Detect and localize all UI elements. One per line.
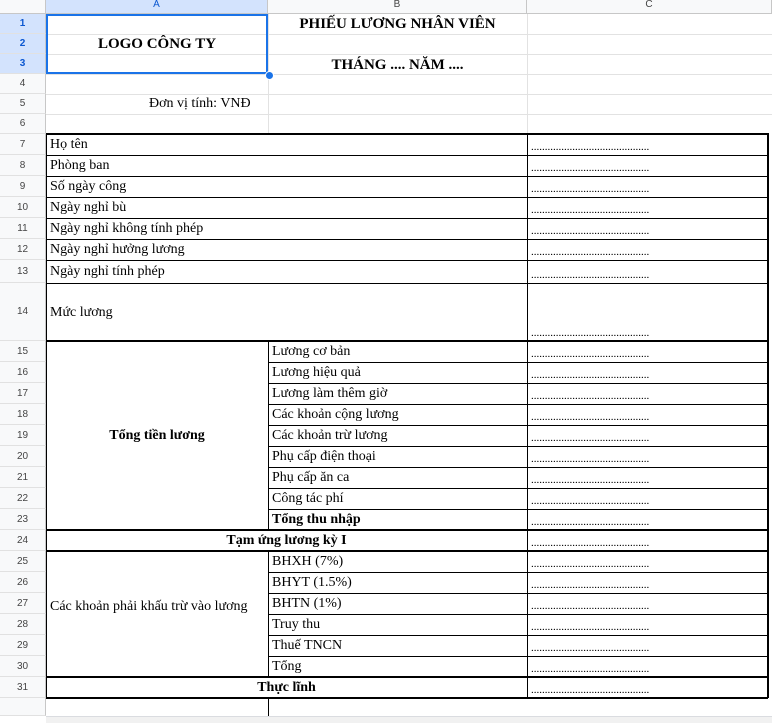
deduction-item-label: BHTN (1%) xyxy=(272,596,342,611)
field-dept-label: Phòng ban xyxy=(50,158,110,173)
column-header-b[interactable]: B xyxy=(268,0,527,14)
row-header[interactable]: 8 xyxy=(0,155,46,176)
row-header[interactable]: 17 xyxy=(0,383,46,404)
row-header[interactable]: 27 xyxy=(0,593,46,614)
total-salary-label: Tổng tiền lương xyxy=(109,428,205,443)
row-border xyxy=(268,404,768,405)
table-border-top xyxy=(46,133,769,135)
row-header[interactable]: 29 xyxy=(0,635,46,656)
field-unpaid-leave-label: Ngày nghỉ không tính phép xyxy=(50,221,204,236)
row-border xyxy=(268,362,768,363)
row-border xyxy=(46,550,768,552)
row-header[interactable]: 10 xyxy=(0,197,46,218)
deduction-item-label: Tổng xyxy=(272,659,302,674)
salary-item-label: Phụ cấp điện thoại xyxy=(272,449,376,464)
row-header[interactable]: 20 xyxy=(0,446,46,467)
column-header-a[interactable]: A xyxy=(46,0,268,14)
row-header[interactable] xyxy=(0,698,46,716)
value-cell-placeholder[interactable]: ........................................... xyxy=(531,246,650,258)
row-border xyxy=(46,283,768,284)
salary-item-label: Phụ cấp ăn ca xyxy=(272,470,350,485)
row-border xyxy=(268,593,768,594)
salary-item-label: Lương làm thêm giờ xyxy=(272,386,388,401)
field-paid-leave-label: Ngày nghỉ hưởng lương xyxy=(50,242,185,257)
value-cell-placeholder[interactable]: ........................................... xyxy=(531,183,650,195)
row-header[interactable]: 19 xyxy=(0,425,46,446)
row-border xyxy=(268,509,768,510)
value-cell-placeholder[interactable]: ........................................... xyxy=(531,495,650,507)
value-cell-placeholder[interactable]: ........................................... xyxy=(531,225,650,237)
row-header[interactable]: 22 xyxy=(0,488,46,509)
value-cell-placeholder[interactable]: ........................................... xyxy=(531,663,650,675)
value-cell-placeholder[interactable]: ........................................... xyxy=(531,348,650,360)
row-header[interactable]: 12 xyxy=(0,239,46,260)
row-border xyxy=(268,572,768,573)
deduction-item-label: Thuế TNCN xyxy=(272,638,343,653)
row-border xyxy=(46,155,768,156)
value-cell-placeholder[interactable]: ........................................... xyxy=(531,579,650,591)
value-cell-placeholder[interactable]: ........................................... xyxy=(531,327,650,339)
row-header[interactable]: 14 xyxy=(0,283,46,341)
row-header[interactable]: 15 xyxy=(0,341,46,362)
row-header[interactable]: 1 xyxy=(0,14,46,34)
row-border xyxy=(268,446,768,447)
value-cell-placeholder[interactable]: ........................................... xyxy=(531,684,650,696)
row-border xyxy=(46,176,768,177)
net-pay-label: Thực lĩnh xyxy=(257,680,316,695)
row-header[interactable]: 31 xyxy=(0,677,46,698)
row-border xyxy=(46,697,768,699)
row-header[interactable]: 18 xyxy=(0,404,46,425)
salary-item-label: Lương cơ bản xyxy=(272,344,351,359)
value-cell-placeholder[interactable]: ........................................... xyxy=(531,204,650,216)
deduction-item-label: BHXH (7%) xyxy=(272,554,344,569)
month-year-label: THÁNG .... NĂM .... xyxy=(331,57,464,73)
row-header[interactable]: 7 xyxy=(0,134,46,155)
salary-item-label: Các khoản trừ lương xyxy=(272,428,388,443)
select-all-corner[interactable] xyxy=(0,0,46,14)
row-header[interactable]: 28 xyxy=(0,614,46,635)
value-cell-placeholder[interactable]: ........................................... xyxy=(531,162,650,174)
value-cell-placeholder[interactable]: ........................................... xyxy=(531,369,650,381)
field-salary-level-label: Mức lương xyxy=(50,305,113,320)
table-divider-b-bottom xyxy=(268,698,269,716)
logo-placeholder: LOGO CÔNG TY xyxy=(97,36,217,52)
page-title: PHIẾU LƯƠNG NHÂN VIÊN xyxy=(299,16,496,32)
row-border xyxy=(268,656,768,657)
field-annual-leave-label: Ngày nghỉ tính phép xyxy=(50,264,165,279)
row-border xyxy=(268,425,768,426)
value-cell-placeholder[interactable]: ........................................... xyxy=(531,600,650,612)
row-header[interactable]: 9 xyxy=(0,176,46,197)
value-cell-placeholder[interactable]: ........................................... xyxy=(531,411,650,423)
row-border xyxy=(46,260,768,261)
row-header[interactable]: 21 xyxy=(0,467,46,488)
salary-item-label: Lương hiệu quả xyxy=(272,365,361,380)
currency-unit-label: Đơn vị tính: VNĐ xyxy=(149,96,251,111)
value-cell-placeholder[interactable]: ........................................... xyxy=(531,621,650,633)
row-header[interactable]: 2 xyxy=(0,34,46,54)
field-workdays-label: Số ngày công xyxy=(50,179,127,194)
row-header[interactable]: 13 xyxy=(0,260,46,283)
value-cell-placeholder[interactable]: ........................................... xyxy=(531,141,650,153)
row-header[interactable]: 5 xyxy=(0,94,46,114)
column-header-c[interactable]: C xyxy=(527,0,772,14)
value-cell-placeholder[interactable]: ........................................... xyxy=(531,453,650,465)
row-border xyxy=(268,488,768,489)
deductions-label: Các khoản phải khấu trừ vào lương xyxy=(50,599,248,614)
row-header[interactable]: 11 xyxy=(0,218,46,239)
salary-item-label: Các khoản cộng lương xyxy=(272,407,399,422)
row-border xyxy=(268,635,768,636)
row-header[interactable]: 25 xyxy=(0,551,46,572)
value-cell-placeholder[interactable]: ........................................... xyxy=(531,558,650,570)
deduction-item-label: Truy thu xyxy=(272,617,321,632)
row-header[interactable]: 6 xyxy=(0,114,46,134)
value-cell-placeholder[interactable]: ........................................... xyxy=(531,474,650,486)
row-header[interactable]: 26 xyxy=(0,572,46,593)
row-border xyxy=(46,340,768,342)
grid-line xyxy=(46,114,772,115)
row-border xyxy=(268,467,768,468)
row-header[interactable]: 30 xyxy=(0,656,46,677)
value-cell-placeholder[interactable]: ........................................... xyxy=(531,269,650,281)
total-income-label: Tổng thu nhập xyxy=(272,512,361,527)
field-name-label: Họ tên xyxy=(50,137,88,152)
salary-item-label: Công tác phí xyxy=(272,491,344,506)
row-header[interactable]: 4 xyxy=(0,74,46,94)
table-divider-b-salary xyxy=(268,341,269,530)
value-cell-placeholder[interactable]: ........................................... xyxy=(531,516,650,528)
row-border xyxy=(268,383,768,384)
row-border xyxy=(46,218,768,219)
row-border xyxy=(46,529,768,531)
field-comp-off-label: Ngày nghỉ bù xyxy=(50,200,127,215)
row-border xyxy=(46,239,768,240)
value-cell-placeholder[interactable]: ........................................... xyxy=(531,432,650,444)
value-cell-placeholder[interactable]: ........................................... xyxy=(531,642,650,654)
grid-line xyxy=(46,74,772,75)
row-border xyxy=(46,197,768,198)
row-header[interactable]: 3 xyxy=(0,54,46,74)
row-header[interactable]: 23 xyxy=(0,509,46,530)
row-border xyxy=(46,676,768,678)
value-cell-placeholder[interactable]: ........................................... xyxy=(531,390,650,402)
grid-line xyxy=(46,94,772,95)
value-cell-placeholder[interactable]: ........................................... xyxy=(531,537,650,549)
row-header[interactable]: 24 xyxy=(0,530,46,551)
advance-label: Tạm ứng lương kỳ I xyxy=(226,533,347,548)
row-header[interactable]: 16 xyxy=(0,362,46,383)
row-border xyxy=(268,614,768,615)
deduction-item-label: BHYT (1.5%) xyxy=(272,575,352,590)
